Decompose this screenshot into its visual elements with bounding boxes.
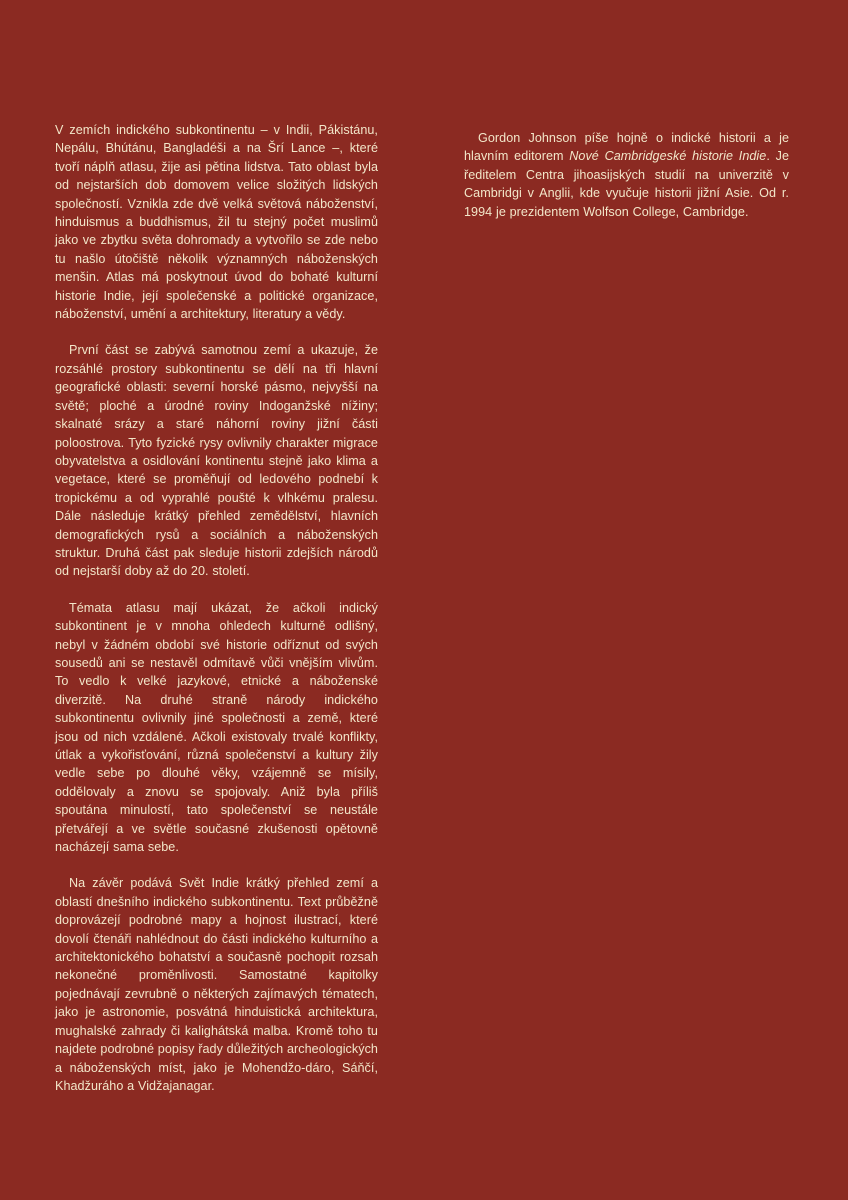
author-bio-text-start: Gordon Johnson píše hojně o indické historii a je hlavním editorem [464, 131, 789, 164]
paragraph-gap [55, 856, 378, 874]
conclusion-paragraph: Na závěr podává Svět Indie krátký přehled zemí a oblastí dnešního indického subkontinentu. Text průběžně doprovázejí podrobné mapy a hojnost ilustrací, které dovolí čtenáři nahlédnout do části indického kulturního a architektonického bohatství a současně pochopit rozsah nekonečné proměnlivosti. Samostatné kapitolky pojednávají zevrubně o některých zajímavých tématech, jako je astronomie, posvátná hinduistická architektura, mughalské zahrady či kalighátská malba. Kromě toho tu najdete podrobné popisy řady důležitých archeologických a náboženských míst, jako je Mohendžo-dáro, Sáňčí, Khadžuráho a Vidžajanagar. [55, 876, 378, 1093]
intro-paragraph: V zemích indického subkontinentu – v Indii, Pákistánu, Nepálu, Bhútánu, Bangladéši a na Šrí Lance –, které tvoří náplň atlasu, žije asi pětina lidstva. Tato oblast byla od nejstarších dob domovem velice složitých lidských společností. Vznikla zde dvě velká světová náboženství, hinduismus a buddhismus, žil tu stejný počet muslimů jako ve zbytku světa dohromady a vytvořilo se zde nebo tu našlo útočiště několik významných náboženských menšin. Atlas má poskytnout úvod do bohaté kulturní historie Indie, její společenské a politické organizace, náboženství, umění a architektury, literatury a vědy. [55, 123, 378, 322]
author-bio-column [464, 129, 789, 221]
themes-paragraph: Témata atlasu mají ukázat, že ačkoli indický subkontinent je v mnoha ohledech kulturně odlišný, nebyl v žádném období své historie odříznut od svých sousedů ani se nestavěl odmítavě vůči vnějším vlivům. To vedlo k velké jazykové, etnické a náboženské diverzitě. Na druhé straně národy indického subkontinentu ovlivnily jiné společnosti a země, které jsou od nich vzdálené. Ačkoli existovaly trvalé konflikty, útlak a vykořisťování, různá společenství a kultury žily vedle sebe po dlouhé věky, vzájemně se mísily, oddělovaly a znovu se spojovaly. Aniž byla příliš spoutána minulostí, tato společenství se neustále přetvářejí a ve světle současné zkušenosti opětovně nacházejí sama sebe. [55, 600, 378, 855]
paragraph-gap [55, 323, 378, 341]
author-bio-paragraph [464, 129, 789, 221]
left-text-column [55, 121, 378, 1095]
author-bio-text-end: . Je ředitelem Centra jihoasijských studií na univerzitě v Cambridgi v Anglii, kde vyučuje historii jižní Asie. Od r. 1994 je prezidentem Wolfson College, Cambridge. [464, 149, 790, 219]
paragraph-gap [55, 581, 378, 599]
book-title-italic: Nové Cambridgeské historie Indie [569, 149, 767, 164]
geography-paragraph: První část se zabývá samotnou zemí a ukazuje, že rozsáhlé prostory subkontinentu se dělí na tři hlavní geografické oblasti: severní horské pásmo, nejvyšší na světě; ploché a úrodné roviny Indoganžské nížiny; skalnaté srázy a staré náhorní roviny jižní části poloostrova. Tyto fyzické rysy ovlivnily charakter migrace obyvatelstva a osidlování kontinentu stejně jako klima a vegetace, které se proměňují od ledového podnebí k tropickému a od vyprahlé poušté k vlhkému pralesu. Dále následuje krátký přehled zemědělství, hlavních demografických rysů a sociálních a náboženských struktur. Druhá část pak sleduje historii zdejších národů od nejstarší doby až do 20. století. [55, 343, 378, 579]
